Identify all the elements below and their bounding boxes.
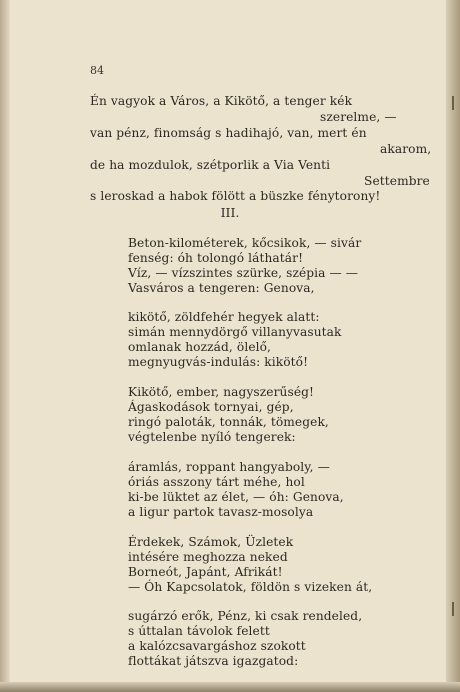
poem-line: Érdekek, Számok, Üzletek [128, 535, 294, 549]
poem-line: fenség: óh tolongó láthatár! [128, 251, 304, 265]
margin-mark [452, 96, 454, 110]
poem-line: Kikötő, ember, nagyszerűség! [128, 385, 315, 399]
poem-line: de ha mozdulok, szétporlik a Via Venti [90, 158, 331, 172]
poem-line: ki-be lüktet az élet, — óh: Genova, [128, 490, 344, 504]
poem-line: van pénz, finomság s hadihajó, van, mert én [90, 126, 367, 140]
poem-line: simán mennydörgő villanyvasutak [128, 325, 342, 339]
page-number: 84 [90, 64, 104, 77]
poem-line: s leroskad a habok fölött a büszke fénytorony! [90, 189, 381, 203]
poem-line: Ágaskodások tornyai, gép, [128, 400, 294, 414]
margin-mark [452, 602, 454, 616]
poem-line: Vasváros a tengeren: Genova, [128, 281, 315, 295]
poem-line: s úttalan távolok felett [128, 624, 270, 638]
poem-line: sugárzó erők, Pénz, ki csak rendeled, [128, 609, 363, 623]
poem-line: flottákat játszva igazgatod: [128, 654, 299, 668]
poem-line: Borneót, Japánt, Afrikát! [128, 565, 283, 579]
poem-line: intésére meghozza neked [128, 550, 288, 564]
poem-line: — Óh Kapcsolatok, földön s vizeken át, [128, 580, 373, 594]
poem-line: Settembre [364, 174, 430, 188]
poem-line: kikötő, zöldfehér hegyek alatt: [128, 310, 320, 324]
poem-line: áramlás, roppant hangyaboly, — [128, 460, 330, 474]
poem-line: óriás asszony tárt méhe, hol [128, 475, 305, 489]
page-bottom-edge [0, 682, 460, 692]
poem-line: akarom, [380, 142, 432, 156]
poem-line: megnyugvás-indulás: kikötő! [128, 355, 309, 369]
poem-line: omlanak hozzád, ölelő, [128, 340, 272, 354]
poem-line: végtelenbe nyíló tengerek: [128, 430, 296, 444]
poem-line: Én vagyok a Város, a Kikötő, a tenger kék [90, 94, 353, 108]
poem-line: Beton-kilométerek, kőcsikok, — sivár [128, 236, 362, 250]
poem-line: Víz, — vízszintes szürke, szépia — — [128, 266, 359, 280]
poem-line: a kalózcsavargáshoz szokott [128, 639, 306, 653]
poem-line: a ligur partok tavasz-mosolya [128, 505, 314, 519]
poem-line: szerelme, — [320, 110, 397, 124]
page-gutter-shadow [0, 0, 10, 692]
poem-line: ringó paloták, tonnák, tömegek, [128, 415, 329, 429]
section-heading: III. [220, 205, 240, 220]
